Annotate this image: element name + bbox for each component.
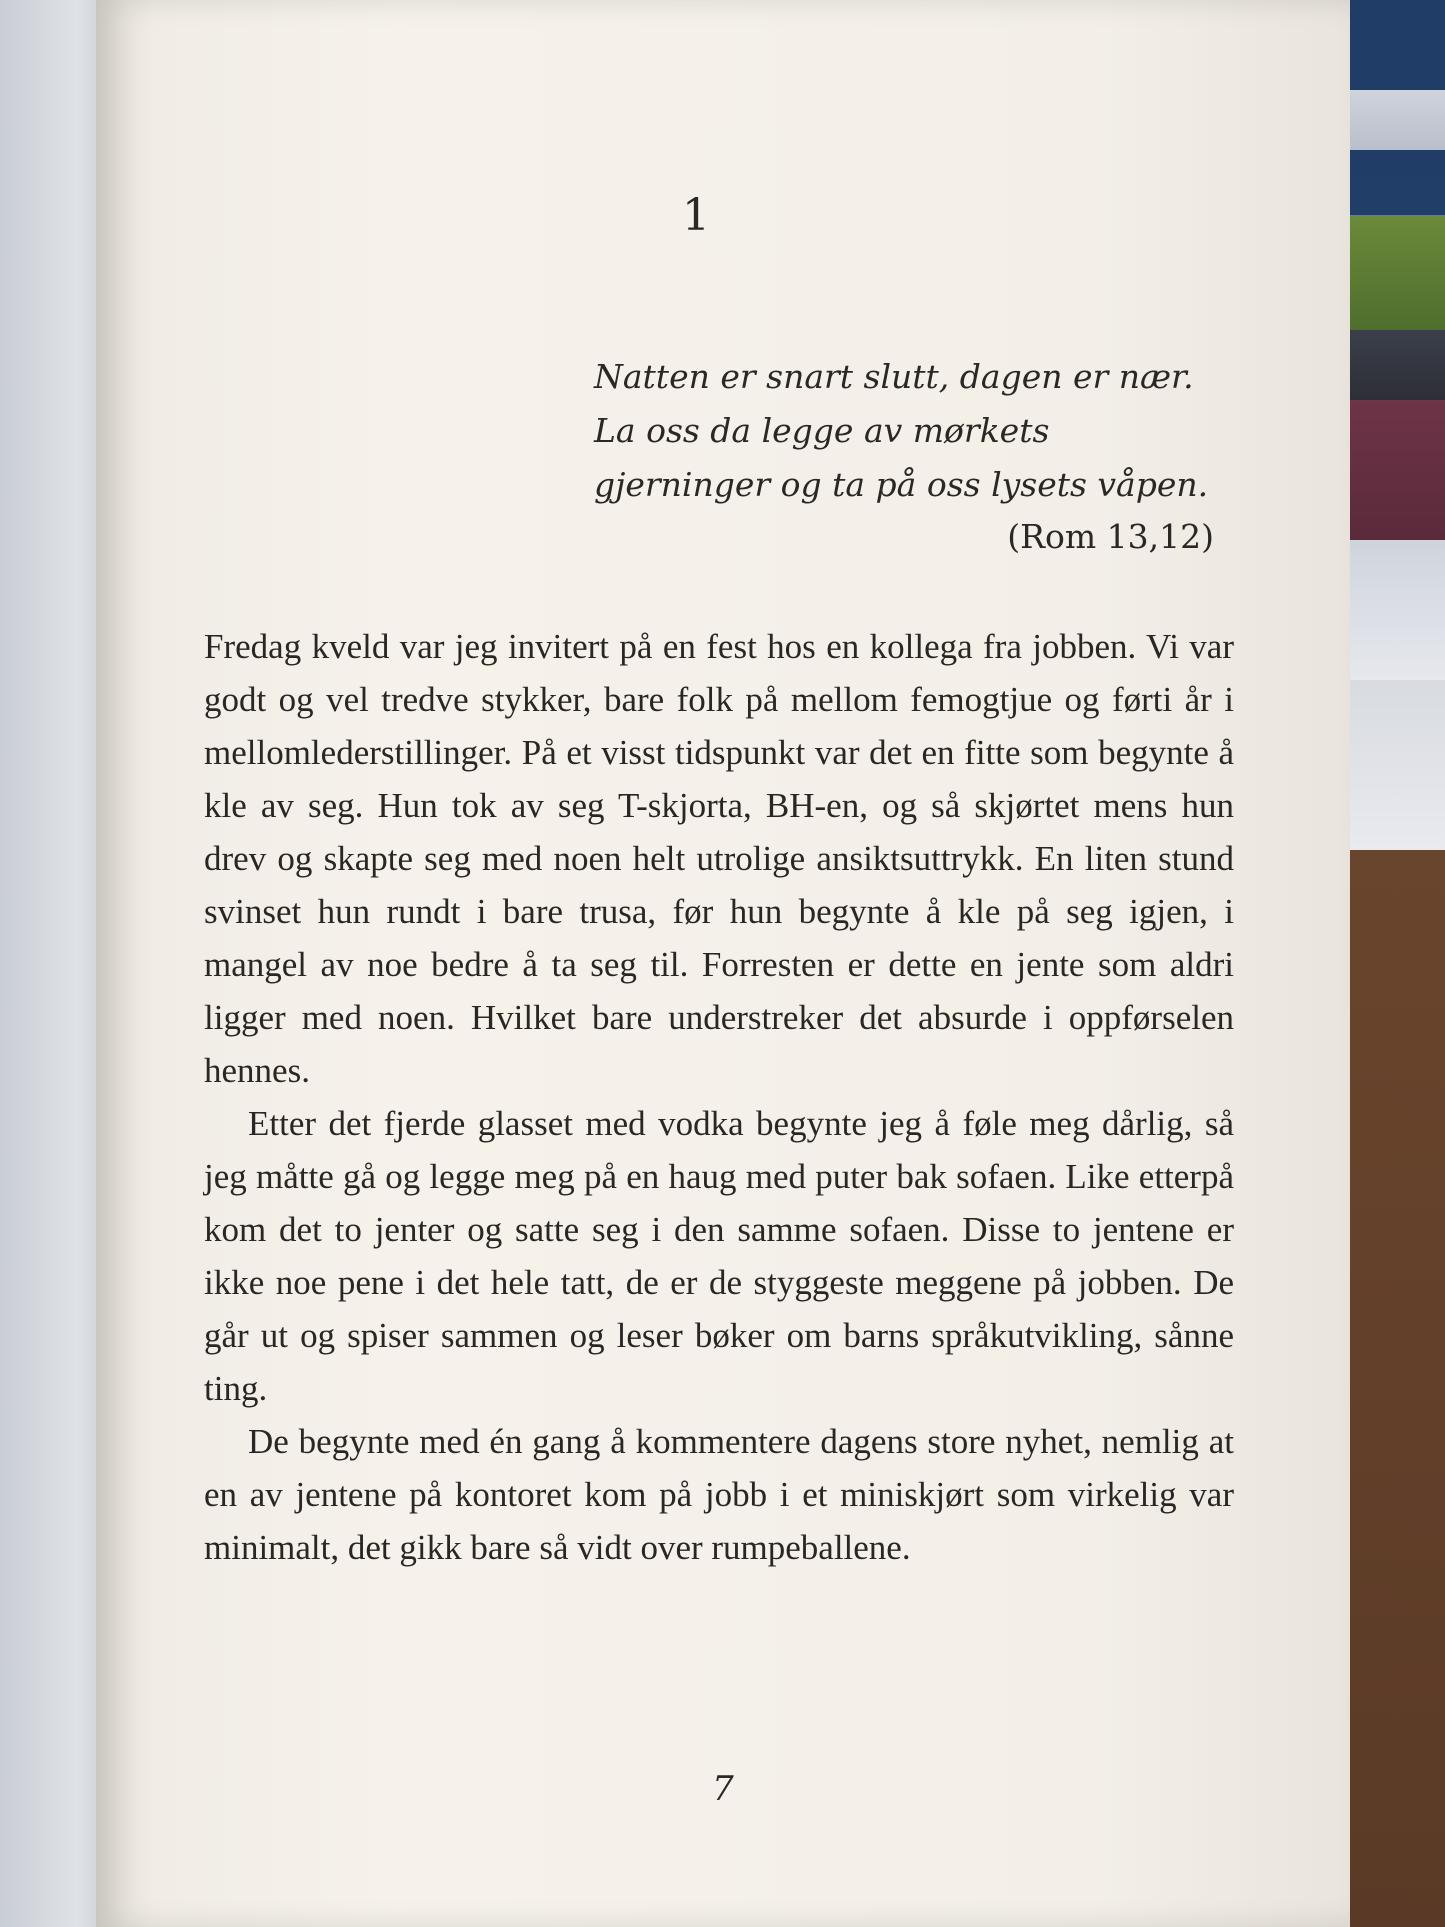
epigraph-reference: (Rom 13,12) <box>1007 517 1214 556</box>
paragraph-3: De begynte med én gang å kommentere dagens store nyhet, nemlig at en av jentene på kontoret kom på jobb i et miniskjørt som virkelig var minimalt, det gikk bare så vidt over rumpeballene. <box>204 1422 1234 1567</box>
chapter-body <box>204 620 1234 1574</box>
book-page <box>96 0 1350 1927</box>
epigraph-quote: Natten er snart slutt, dagen er nær. La oss da legge av mørkets gjerninger og ta på oss lysets våpen. <box>594 357 1209 504</box>
chapter-number: 1 <box>682 190 710 241</box>
page-number: 7 <box>712 1769 734 1809</box>
paragraph-2: Etter det fjerde glasset med vodka begynte jeg å føle meg dårlig, så jeg måtte gå og legge meg på en haug med puter bak sofaen. Like etterpå kom det to jenter og satte seg i den samme sofaen. Disse to jentene er ikke noe pene i det hele tatt, de er de styggeste meggene på jobben. De går ut og spiser sammen og leser bøker om barns språkutvikling, sånne ting. <box>204 1104 1234 1408</box>
paragraph-1: Fredag kveld var jeg invitert på en fest hos en kollega fra jobben. Vi var godt og vel tredve stykker, bare folk på mellom femogtjue og førti år i mellomlederstillinger. På et visst tidspunkt var det en fitte som begynte å kle av seg. Hun tok av seg T-skjorta, BH-en, og så skjørtet mens hun drev og skapte seg med noen helt utrolige ansiktsuttrykk. En liten stund svinset hun rundt i bare trusa, før hun begynte å kle på seg igjen, i mangel av noe bedre å ta seg til. Forresten er dette en jente som aldri ligger med noen. Hvilket bare understreker det absurde i oppførselen hennes. <box>204 627 1234 1090</box>
